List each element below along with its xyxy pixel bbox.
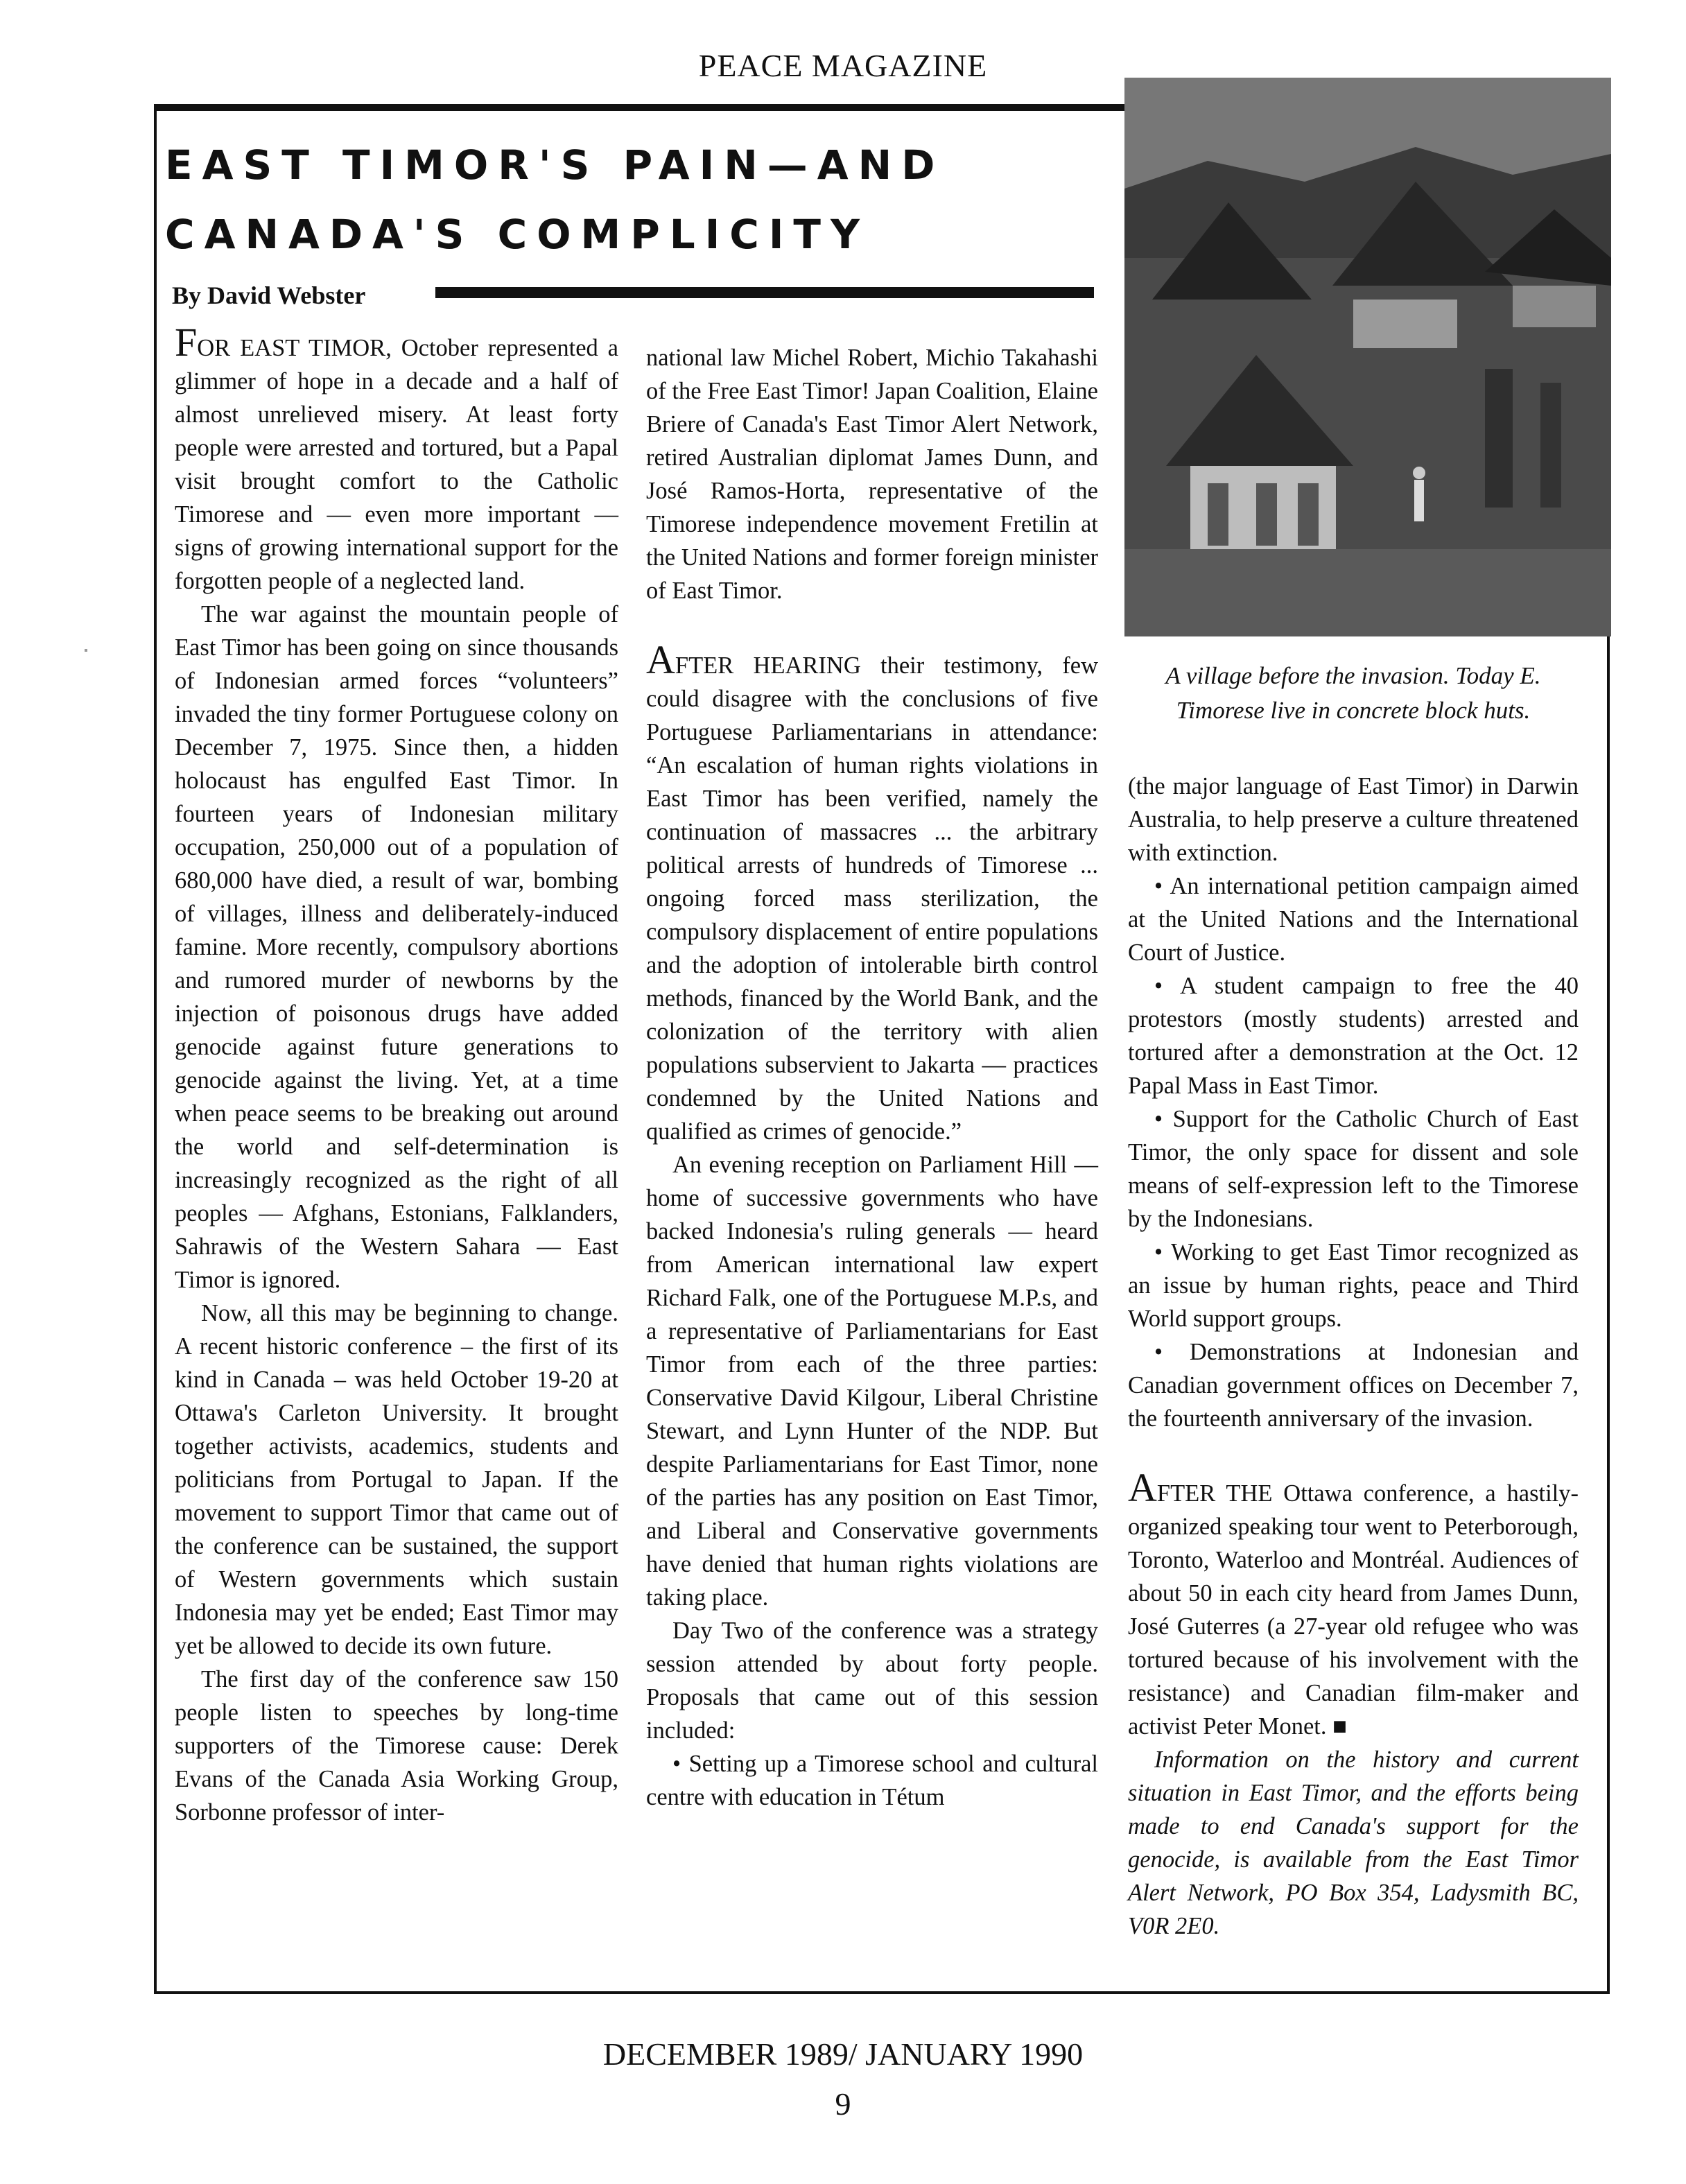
paragraph: [646, 637, 1098, 1148]
page-number: 9: [835, 2086, 851, 2122]
article-headline: [165, 130, 1122, 269]
byline: By David Webster: [172, 281, 366, 309]
paragraph: (the major language of East Timor) in Darwin Australia, to help preserve a culture threatened with extinction.: [1128, 773, 1579, 866]
drop-letter: F: [175, 320, 198, 365]
drop-letter: A: [1128, 1465, 1157, 1510]
bullet-item: • Setting up a Timorese school and cultural centre with education in Tétum: [646, 1751, 1098, 1810]
column-3: [1128, 770, 1579, 1943]
paragraph-text: their testimony, few could disagree with the conclusions of five Portuguese Parliamentarians in attendance: “An escalation of human rights violations in East Timor has been verified, namely the continuation of massacres ... the arbitrary political arrests of hundreds of Timorese ... ongoing forced mass sterilization, the compulsory displacement of entire populations and the adoption of intolerable birth control methods, financed by the World Bank, and the colonization of the territory with alien populations subservient to Jakarta — practices condemned by the United Nations and qualified as crimes of genocide.”: [646, 652, 1098, 1145]
byline-rule: [435, 287, 1094, 298]
paragraph: Day Two of the conference was a strategy session attended by about forty people. Proposals that came out of this session included:: [646, 1618, 1098, 1744]
village-photo: [1124, 78, 1611, 636]
magazine-masthead: PEACE MAGAZINE: [698, 48, 988, 83]
headline-line-1: EAST TIMOR'S PAIN—AND: [165, 141, 945, 189]
paragraph: [175, 320, 618, 598]
stray-mark: [85, 649, 87, 652]
village-photo-illustration: [1124, 78, 1611, 636]
issue-date: DECEMBER 1989/ JANUARY 1990: [602, 2036, 1084, 2072]
column-1: [175, 320, 618, 1829]
lead-in: OR EAST TIMOR,: [197, 335, 392, 361]
headline-line-2: CANADA'S COMPLICITY: [165, 211, 869, 258]
paragraph: [1128, 1465, 1579, 1743]
paragraph: Now, all this may be beginning to change. A recent historic conference – the first of its kind in Canada – was held October 19-20 at Ottawa's Carleton University. It brought together activists, academics, students and politicians from Portugal to Japan. If the movement to support Timor that came out of the conference can be sustained, the support of Western governments which sustain Indonesia may yet be ended; East Timor may yet be allowed to decide its own future.: [175, 1300, 618, 1659]
info-note: Information on the history and current situation in East Timor, and the efforts being made to end Canada's support for the genocide, is available from the East Timor Alert Network, PO Box 354, Ladysmith BC, V0R 2E0.: [1128, 1747, 1579, 1939]
drop-letter: A: [646, 637, 675, 682]
bullet-item: • An international petition campaign aimed at the United Nations and the International Court of Justice.: [1128, 873, 1579, 966]
end-mark-icon: ■: [1326, 1713, 1347, 1740]
photo-caption: A village before the invasion. Today E. Timorese live in concrete block huts.: [1165, 662, 1541, 724]
paragraph-text: Ottawa conference, a hastily-organized speaking tour went to Peterborough, Toronto, Waterloo and Montréal. Audiences of about 50 in each city heard from James Dunn, José Guterres (a 27-year old refugee who was tortured because of his involvement with the resistance) and Canadian film-maker and activist Peter Monet.: [1128, 1480, 1579, 1740]
lead-in: FTER HEARING: [675, 652, 861, 679]
bullet-item: • Support for the Catholic Church of East Timor, the only space for dissent and sole means of self-expression left to the Timorese by the Indonesians.: [1128, 1106, 1579, 1232]
paragraph: An evening reception on Parliament Hill — home of successive governments who have backed Indonesia's ruling generals — heard from American international law expert Richard Falk, one of the Portuguese M.P.s, and a representative of Parliamentarians for East Timor from each of the three parties: Conservative David Kilgour, Liberal Christine Stewart, and Lynn Hunter of the NDP. But despite Parliamentarians for East Timor, none of the parties has any position on East Timor, and Liberal and Conservative governments have denied that human rights violations are taking place.: [646, 1152, 1098, 1611]
lead-in: FTER THE: [1156, 1480, 1273, 1507]
paragraph: The first day of the conference saw 150 people listen to speeches by long-time supporters of the Timorese cause: Derek Evans of the Canada Asia Working Group, Sorbonne professor of inter-: [175, 1666, 618, 1826]
bullet-item: • A student campaign to free the 40 protestors (mostly students) arrested and tortured after a demonstration at the Oct. 12 Papal Mass in East Timor.: [1128, 973, 1579, 1099]
column-2: [646, 341, 1098, 1814]
paragraph: national law Michel Robert, Michio Takahashi of the Free East Timor! Japan Coalition, Elaine Briere of Canada's East Timor Alert Network, retired Australian diplomat James Dunn, and José Ramos-Horta, representative of the Timorese independence movement Fretilin at the United Nations and former foreign minister of East Timor.: [646, 345, 1098, 604]
bullet-item: • Demonstrations at Indonesian and Canadian government offices on December 7, the fourteenth anniversary of the invasion.: [1128, 1339, 1579, 1432]
paragraph: The war against the mountain people of East Timor has been going on since thousands of Indonesian armed forces “volunteers” invaded the tiny former Portuguese colony on December 7, 1975. Since then, a hidden holocaust has engulfed East Timor. In fourteen years of Indonesian military occupation, 250,000 out of a population of 680,000 have died, a result of war, bombing of villages, illness and deliberately-induced famine. More recently, compulsory abortions and rumored murder of newborns by the injection of poisonous drugs have added genocide against future generations to genocide against the living. Yet, at a time when peace seems to be breaking out around the world and self-determination is increasingly recognized as the right of all peoples — Afghans, Estonians, Falklanders, Sahrawis of the Western Sahara — East Timor is ignored.: [175, 601, 618, 1293]
bullet-item: • Working to get East Timor recognized as an issue by human rights, peace and Third World support groups.: [1128, 1239, 1579, 1332]
paragraph-text: October represented a glimmer of hope in a decade and a half of almost unrelieved misery. At least forty people were arrested and tortured, but a Papal visit brought comfort to the Catholic Timorese and — even more important — signs of growing international support for the forgotten people of a neglected land.: [175, 335, 618, 594]
